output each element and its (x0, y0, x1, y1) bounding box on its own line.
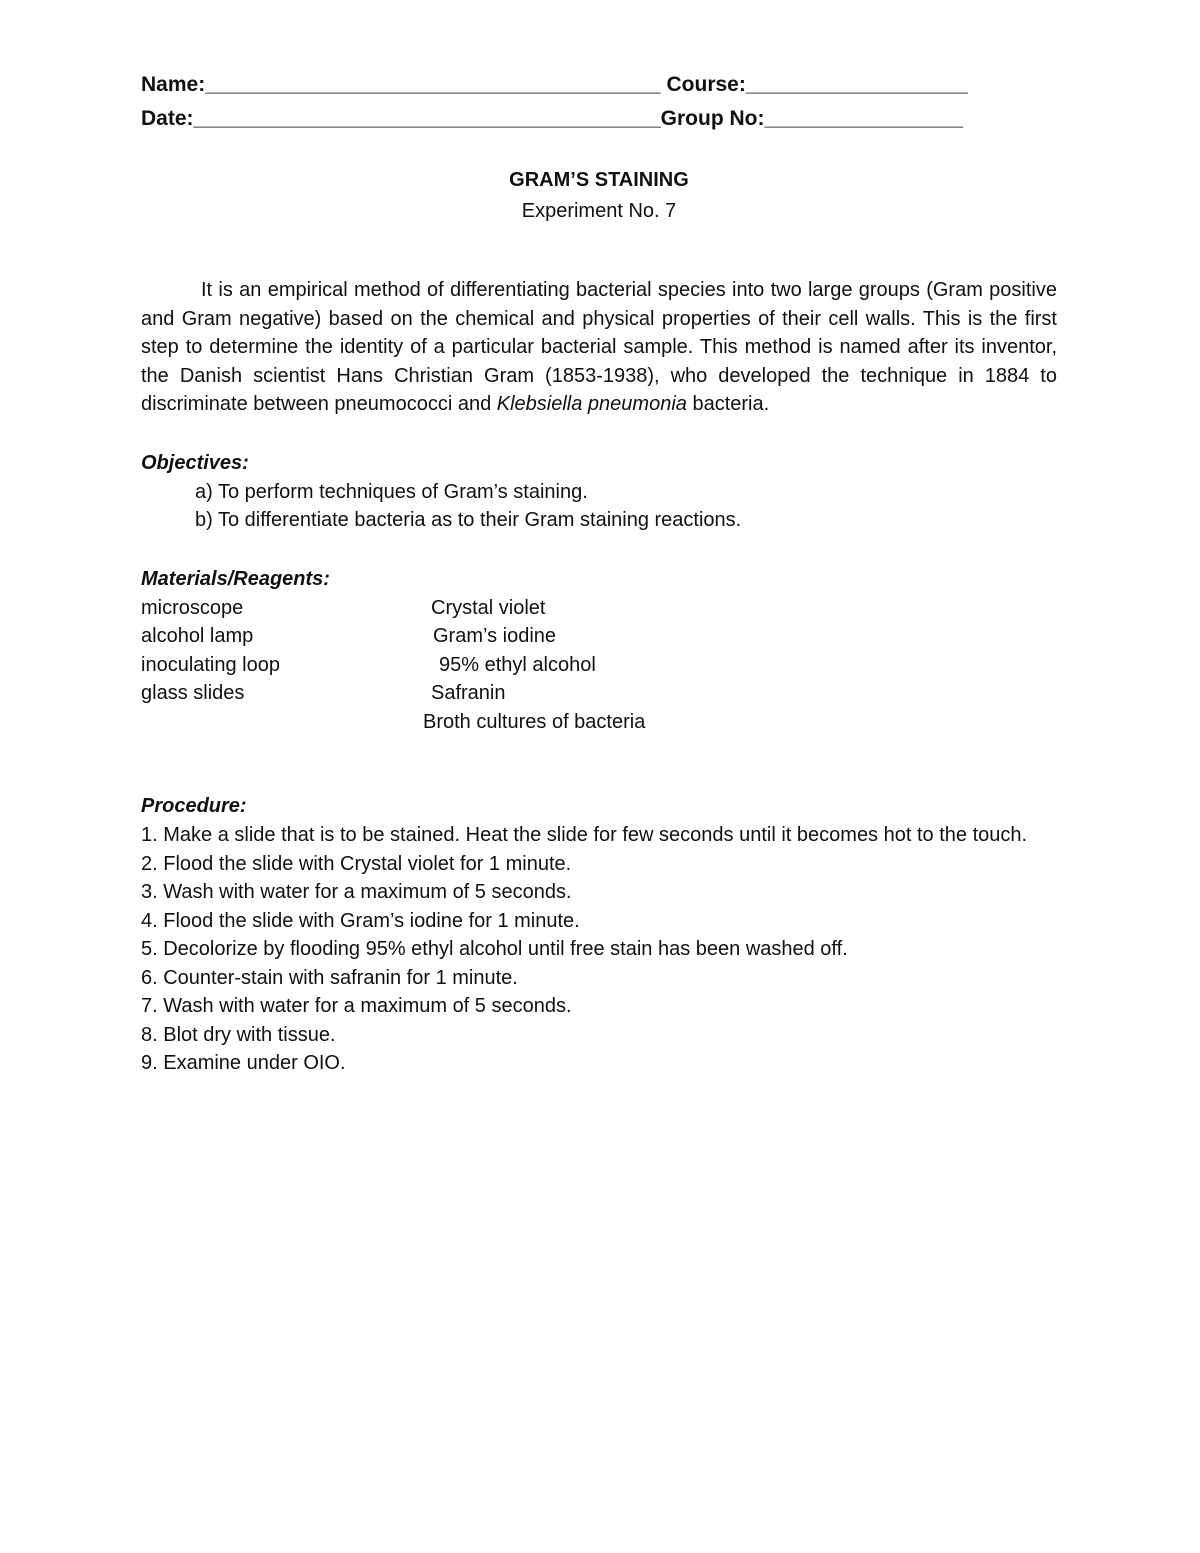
materials-row (141, 679, 1057, 708)
document-title: GRAM’S STAINING (509, 169, 689, 191)
intro-species-name: Klebsiella pneumonia (496, 393, 687, 415)
intro-paragraph (141, 276, 1057, 419)
name-course-line: Name:_______________________________________ Course:___________________ (141, 73, 968, 96)
procedure-step: 4. Flood the slide with Gram’s iodine for 1 minute. (141, 909, 580, 932)
material-item: glass slides (141, 682, 245, 704)
procedure-step: 3. Wash with water for a maximum of 5 seconds. (141, 881, 572, 903)
document-page (141, 68, 1057, 1078)
procedure-step: 2. Flood the slide with Crystal violet for 1 minute. (141, 852, 572, 875)
materials-heading: Materials/Reagents: (141, 567, 330, 590)
materials-row (141, 651, 1057, 680)
reagent-item: Safranin (431, 682, 506, 704)
reagent-item: 95% ethyl alcohol (439, 653, 596, 676)
procedure-step: 9. Examine under OIO. (141, 1052, 346, 1074)
objectives-section (141, 449, 1057, 535)
reagent-item: Gram’s iodine (433, 625, 557, 647)
procedure-section (141, 792, 1057, 1078)
reagent-item: Broth cultures of bacteria (423, 710, 646, 733)
date-group-line: Date:________________________________________Group No:_________________ (141, 107, 964, 130)
objectives-heading: Objectives: (141, 451, 249, 474)
procedure-step: 7. Wash with water for a maximum of 5 seconds. (141, 995, 572, 1017)
material-item: microscope (141, 596, 244, 619)
intro-text: It is an empirical method of differentiating bacterial species into two large groups (Gram positive and Gram negative) based on the chemical and physical properties of their cell walls. This is the first step to determine the identity of a particular bacterial sample. This method is named after its inventor, the Danish scientist Hans Christian Gram (1853-1938), who developed the technique in 1884 to discriminate between pneumococci and (141, 279, 1057, 415)
objective-item: b) To differentiate bacteria as to their Gram staining reactions. (195, 509, 742, 531)
procedure-heading: Procedure: (141, 795, 247, 817)
reagent-item: Crystal violet (431, 596, 546, 619)
experiment-number: Experiment No. 7 (521, 200, 677, 222)
material-item: inoculating loop (141, 653, 280, 676)
objective-item: a) To perform techniques of Gram’s staining. (195, 480, 588, 503)
materials-row (141, 594, 1057, 623)
procedure-step: 5. Decolorize by flooding 95% ethyl alcohol until free stain has been washed off. (141, 938, 848, 960)
procedure-step: 6. Counter-stain with safranin for 1 minute. (141, 966, 518, 989)
material-item: alcohol lamp (141, 625, 254, 647)
materials-row (141, 708, 1057, 737)
materials-section (141, 565, 1057, 737)
procedure-step: 1. Make a slide that is to be stained. Heat the slide for few seconds until it becomes hot to the touch. (141, 824, 1028, 846)
intro-text-end: bacteria. (686, 393, 770, 415)
materials-row (141, 622, 1057, 651)
procedure-step: 8. Blot dry with tissue. (141, 1023, 336, 1046)
